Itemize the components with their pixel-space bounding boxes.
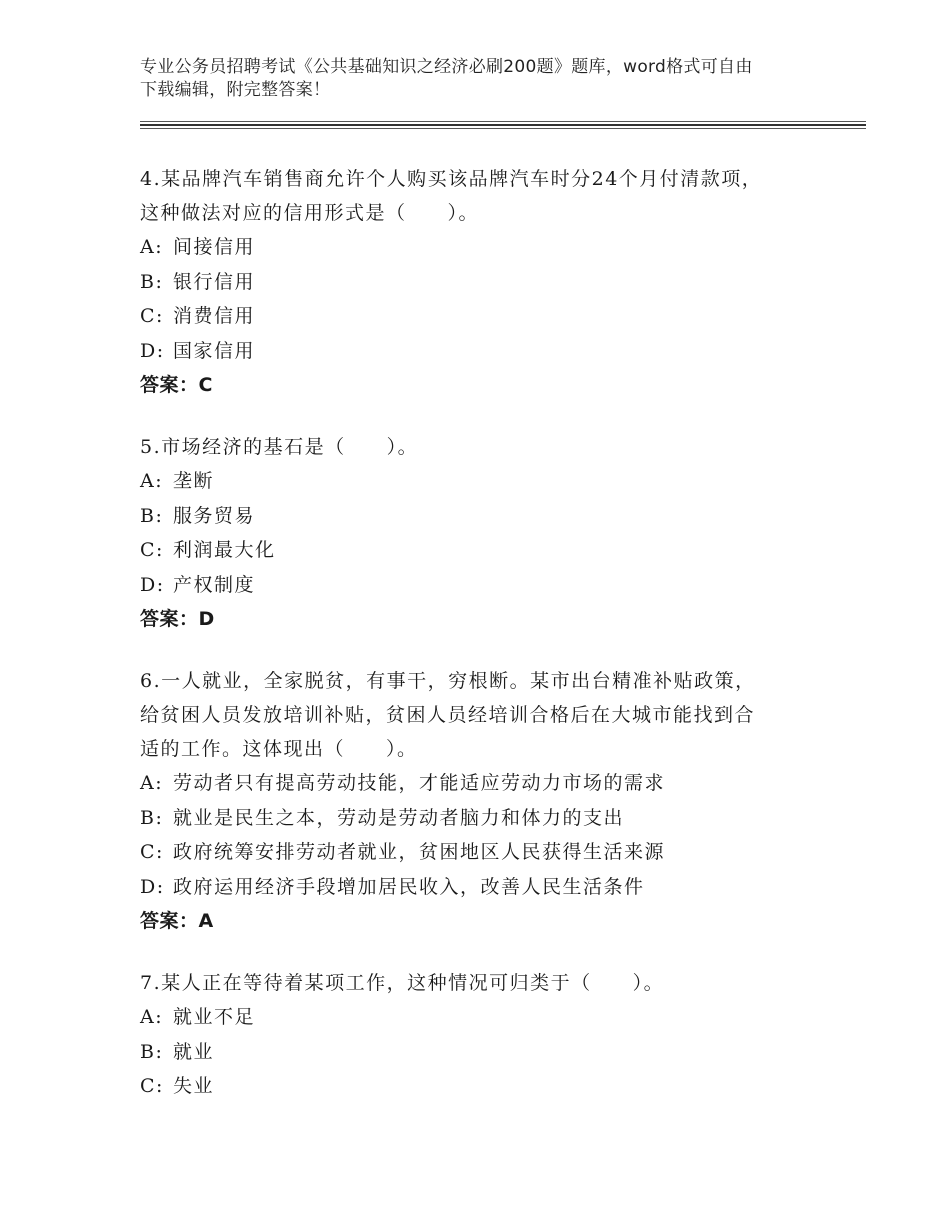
answer-option xyxy=(140,801,840,836)
answer-option xyxy=(140,766,840,801)
option-letter: B: xyxy=(140,504,164,527)
answer-label: 答案： xyxy=(140,910,199,932)
option-text: 就业不足 xyxy=(173,1006,256,1028)
option-letter: A: xyxy=(140,1006,164,1028)
answer-label: 答案： xyxy=(140,608,199,630)
answer-option xyxy=(140,499,840,534)
option-text: 就业是民生之本，劳动是劳动者脑力和体力的支出 xyxy=(173,806,625,829)
question-stem-line: 7.某人正在等待着某项工作，这种情况可归类于（ ）。 xyxy=(140,972,665,994)
answer-option xyxy=(140,1000,840,1035)
answer-option xyxy=(140,568,840,603)
question-stem-line: 5.市场经济的基石是（ ）。 xyxy=(140,436,419,458)
answer-value: A xyxy=(198,910,214,932)
option-letter: A: xyxy=(140,470,164,492)
option-text: 银行信用 xyxy=(173,270,256,293)
option-text: 失业 xyxy=(173,1075,215,1097)
question-stem-line: 适的工作。这体现出（ ）。 xyxy=(140,738,418,760)
header-divider-top xyxy=(140,121,866,122)
option-letter: C: xyxy=(140,841,164,863)
option-text: 服务贸易 xyxy=(173,504,256,527)
answer-option xyxy=(140,1069,840,1104)
header-divider-middle xyxy=(140,124,866,126)
question-block xyxy=(140,162,840,402)
option-text: 政府运用经济手段增加居民收入，改善人民生活条件 xyxy=(173,875,645,898)
answer-value: D xyxy=(198,608,215,630)
header-divider-bottom xyxy=(140,128,866,129)
option-text: 垄断 xyxy=(173,470,215,492)
option-letter: B: xyxy=(140,806,164,829)
question-block xyxy=(140,664,840,938)
option-letter: C: xyxy=(140,305,164,327)
document-header xyxy=(140,56,820,102)
answer-option xyxy=(140,265,840,300)
option-letter: C: xyxy=(140,539,164,561)
answer-option xyxy=(140,230,840,265)
option-letter: D: xyxy=(140,573,165,596)
option-letter: D: xyxy=(140,875,165,898)
option-letter: B: xyxy=(140,1040,164,1063)
answer-option xyxy=(140,835,840,870)
question-stem-line: 这种做法对应的信用形式是（ ）。 xyxy=(140,202,480,224)
question-block xyxy=(140,430,840,636)
option-letter: C: xyxy=(140,1075,164,1097)
option-letter: A: xyxy=(140,772,164,794)
question-block xyxy=(140,966,840,1104)
option-letter: D: xyxy=(140,339,165,362)
option-text: 产权制度 xyxy=(173,573,256,596)
question-stem-line: 给贫困人员发放培训补贴，贫困人员经培训合格后在大城市能找到合 xyxy=(140,704,756,726)
option-text: 间接信用 xyxy=(173,236,256,258)
answer-line xyxy=(140,904,840,938)
answer-option xyxy=(140,870,840,905)
answer-option xyxy=(140,1035,840,1070)
answer-line xyxy=(140,368,840,402)
answer-value: C xyxy=(198,374,213,396)
question-list xyxy=(140,162,840,1132)
option-text: 利润最大化 xyxy=(173,539,276,561)
question-stem-line: 6.一人就业，全家脱贫，有事干，穷根断。某市出台精准补贴政策， xyxy=(140,670,756,692)
option-text: 政府统筹安排劳动者就业，贫困地区人民获得生活来源 xyxy=(173,841,666,863)
option-text: 就业 xyxy=(173,1040,215,1063)
header-line-1: 专业公务员招聘考试《公共基础知识之经济必刷200题》题库，word格式可自由 xyxy=(140,57,753,77)
option-letter: B: xyxy=(140,270,164,293)
answer-option xyxy=(140,299,840,334)
answer-line xyxy=(140,602,840,636)
question-stem-line: 4.某品牌汽车销售商允许个人购买该品牌汽车时分24个月付清款项， xyxy=(140,168,763,190)
answer-option xyxy=(140,464,840,499)
option-text: 国家信用 xyxy=(173,339,256,362)
answer-label: 答案： xyxy=(140,374,199,396)
answer-option xyxy=(140,533,840,568)
option-letter: A: xyxy=(140,236,164,258)
option-text: 劳动者只有提高劳动技能，才能适应劳动力市场的需求 xyxy=(173,772,666,794)
answer-option xyxy=(140,334,840,369)
option-text: 消费信用 xyxy=(173,305,256,327)
header-line-2: 下载编辑，附完整答案！ xyxy=(140,80,331,100)
